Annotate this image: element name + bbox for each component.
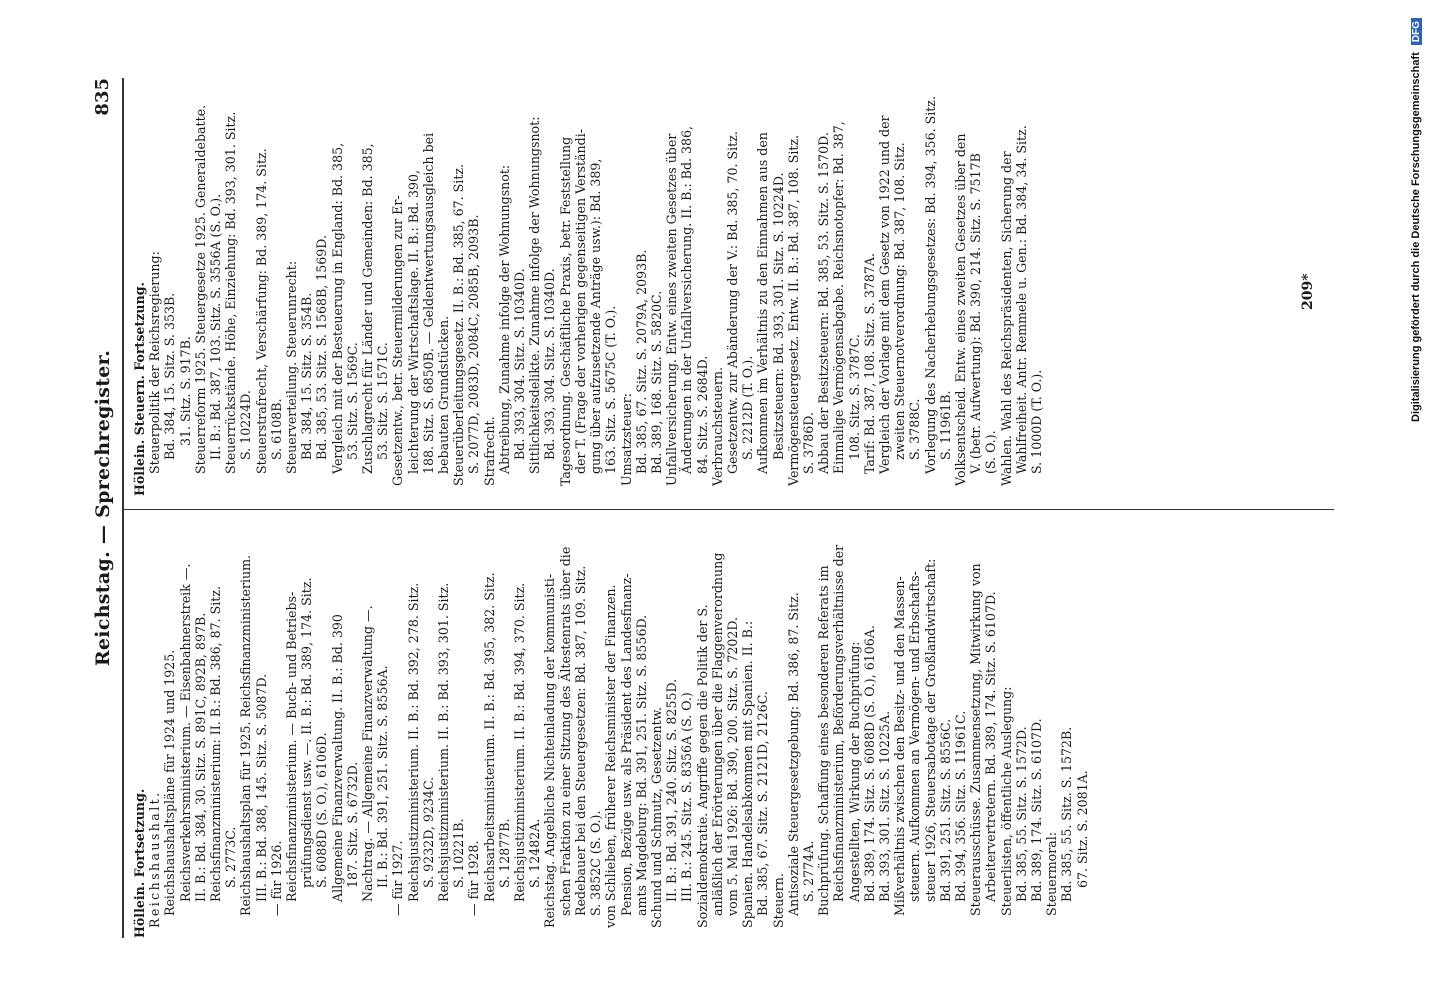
- index-entry-line: Sozialdemokratie. Angriffe gegen die Politik der S.: [694, 604, 710, 928]
- index-entry-line: Reichsfinanzministerium, Beförderungsverhältnisse der: [831, 544, 847, 902]
- index-entry-line: Vorlegung des Nacherhebungsgesetzes: Bd. 394, 356. Sitz.: [922, 96, 938, 474]
- index-entry-line: Bd. 393, 304. Sitz. S. 10340D.: [542, 268, 558, 460]
- index-entry-line: II. B.: Bd. 384, 30. Sitz. S. 891C, 892B, 897B.: [192, 612, 208, 902]
- index-entry-line: II. B.: Bd. 387, 103. Sitz. S. 3556A (S. O.).: [208, 193, 224, 460]
- index-entry-line: Reichsjustizministerium. II. B.: Bd. 393, 301. Sitz.: [436, 582, 452, 902]
- index-entry-line: S. 10221B.: [451, 818, 467, 888]
- index-entry-line: Steuermoral:: [1044, 831, 1060, 916]
- index-entry-line: (S. O.).: [983, 430, 999, 474]
- index-entry-line: S. 6088D (S. O.), 6106D.: [314, 732, 330, 888]
- index-entry-line: S. 12482A.: [527, 818, 543, 888]
- index-entry-line: Nachtrag. — Allgemeine Finanzverwaltung —.: [360, 605, 376, 902]
- index-entry-line: Spanien. Handelsabkommen mit Spanien. II. B.:: [740, 620, 756, 928]
- index-entry-line: Reichsjustizministerium. II. B.: Bd. 392, 278. Sitz.: [405, 582, 421, 902]
- signature-mark: 209*: [1300, 273, 1316, 310]
- index-entry-line: Strafrecht.: [481, 416, 497, 486]
- index-entry-line: Wahlfreiheit. Antr. Remmele u. Gen.: Bd. 384, 34. Sitz.: [1013, 125, 1029, 474]
- index-entry-line: Gesetzentw. zur Abänderung der V.: Bd. 385, 70. Sitz.: [724, 131, 740, 474]
- index-entry-line: Steuerausschüsse. Zusammensetzung, Mitwirkung von: [968, 563, 984, 916]
- index-entry-line: Reichshaushalt.: [147, 790, 163, 928]
- index-entry-line: Tarif: Bd. 387, 108. Sitz. S. 3787A.: [861, 253, 877, 474]
- index-entry-line: V. (betr. Aufwertung): Bd. 390, 214. Sitz. S. 7517B: [968, 153, 984, 474]
- page-header: [92, 78, 118, 938]
- index-entry-line: prüfungsdienst usw. —. II. B.: Bd. 389, 174. Sitz.: [299, 577, 315, 888]
- index-entry-line: Bd. 389, 174. Sitz. S. 6107D.: [1028, 718, 1044, 902]
- index-entry-line: Höllein. Steuern. Fortsetzung.: [132, 282, 147, 496]
- index-entry-line: Reichsarbeitsministerium. II. B.: Bd. 395, 382. Sitz.: [481, 572, 497, 902]
- index-entry-line: Wahlen. Wahl des Reichspräsidenten, Sicherung der: [998, 151, 1014, 486]
- index-entry-line: Steuerreform 1925. Steuergesetze 1925. Generaldebatte.: [192, 104, 208, 474]
- index-entry-line: — für 1927.: [390, 840, 406, 916]
- index-entry-line: Tagesordnung. Geschäftliche Praxis, betr. Feststellung: [557, 136, 573, 486]
- index-entry-line: der T. (Frage der vorherigen gegenseitigen Verständi-: [572, 129, 588, 474]
- index-entry-line: S. 2774A.: [800, 840, 816, 902]
- index-entry-line: Bd. 384, 15. Sitz. S. 353B.: [162, 292, 178, 460]
- index-entry-line: Steuerrückstände. Höhe, Einziehung: Bd. 393, 301. Sitz.: [223, 111, 239, 474]
- index-entry-line: Steuerlisten, öffentliche Auslegung:: [998, 686, 1014, 916]
- index-entry-line: Buchprüfung. Schaffung eines besonderen Referats im: [816, 565, 832, 916]
- index-entry-line: S. 10224D.: [238, 390, 254, 460]
- index-entry-line: III. B.: Bd. 388, 145. Sitz. S. 5087D.: [253, 673, 269, 902]
- index-entry-line: Bd. 391, 251. Sitz. S. 8556C.: [937, 718, 953, 902]
- index-entry-line: gung über aufzusetzende Anträge usw.): Bd. 389,: [588, 158, 604, 474]
- index-entry-line: 53. Sitz. S. 1571C.: [375, 342, 391, 460]
- index-entry-line: 53. Sitz. S. 1569C.: [344, 342, 360, 460]
- index-entry-line: Bd. 385, 67. Sitz. S. 2121D, 2126C.: [755, 691, 771, 916]
- index-entry-line: Reichsfinanzministerium. — Buch- und Betriebs-: [284, 591, 300, 902]
- index-entry-line: Bd. 385, 55. Sitz. S. 1572B.: [1059, 726, 1075, 902]
- index-entry-line: III. B.: 245. Sitz. S. 8356A (S. O.): [679, 692, 695, 902]
- index-entry-line: Unfallversicherung. Entw. eines zweiten Gesetzes über: [664, 133, 680, 486]
- running-title: Reichstag. — Sprechregister.: [92, 349, 114, 667]
- index-entry-line: Antisoziale Steuergesetzgebung: Bd. 386, 87. Sitz.: [785, 592, 801, 916]
- index-entry-line: Reichsfinanzministerium: II. B.: Bd. 386, 87. Sitz.: [208, 586, 224, 902]
- index-entry-line: Änderungen in der Unfallversicherung. II. B.: Bd. 386,: [679, 125, 695, 474]
- index-entry-line: Bd. 384, 15. Sitz. S. 354B.: [299, 292, 315, 460]
- index-entry-line: Bd. 385, 53. Sitz. S. 1568B, 1569D.: [314, 235, 330, 460]
- index-entry-line: S. 1000D (T. O.).: [1028, 369, 1044, 474]
- index-entry-line: 187. Sitz. S. 6732D.: [344, 761, 360, 888]
- index-entry-line: Bd. 394, 356. Sitz. S. 11961C.: [952, 710, 968, 902]
- index-entry-line: Gesetzentw., betr. Steuermilderungen zur Er-: [390, 195, 406, 486]
- index-entry-line: Allgemeine Finanzverwaltung. II. B.: Bd. 390: [329, 614, 345, 902]
- index-entry-line: Abbau der Besitzsteuern: Bd. 385, 53. Sitz. S. 1570D.: [816, 132, 832, 474]
- index-entry-line: Vergleich mit der Besteuerung in England: Bd. 385,: [329, 142, 345, 474]
- left-column: [132, 520, 1090, 938]
- index-entry-line: Reichsjustizministerium. II. B.: Bd. 394, 370. Sitz.: [512, 582, 528, 902]
- index-entry-line: Steuerverteilung. Steuerunrecht:: [284, 260, 300, 474]
- index-entry-line: S. 2212D (T. O.).: [740, 355, 756, 460]
- index-entry-line: Vergleich der Vorlage mit dem Gesetz von 1922 und der: [876, 115, 892, 474]
- index-entry-line: Bd. 385, 67. Sitz. S. 2079A, 2093B.: [633, 249, 649, 474]
- index-entry-line: S. 3852C (S. O.).: [588, 810, 604, 916]
- index-entry-line: Steuern.: [770, 873, 786, 928]
- index-entry-line: Vermögensteuergesetz. Entw. II. B.: Bd. 387, 108. Sitz.: [785, 134, 801, 486]
- index-entry-line: Höllein. Fortsetzung.: [132, 788, 147, 938]
- index-entry-line: Zuschlagrecht für Länder und Gemeinden: Bd. 385,: [360, 143, 376, 474]
- index-entry-line: Bd. 393, 304. Sitz. S. 10340D.: [512, 268, 528, 460]
- index-entry-line: vom 5. Mai 1926: Bd. 390, 200. Sitz. S. 7202D.: [724, 616, 740, 916]
- index-entry-line: Schund und Schmutz, Gesetzentw.: [648, 707, 664, 928]
- index-entry-line: Steuerüberleitungsgesetz. II. B.: Bd. 385, 67. Sitz.: [451, 163, 467, 486]
- index-entry-line: Angestellten, Wirkung der Buchprüfung:: [846, 641, 862, 902]
- index-entry-line: S. 6108B.: [268, 398, 284, 460]
- index-entry-line: Besitzsteuern: Bd. 393, 301. Sitz. S. 10224D.: [770, 172, 786, 460]
- index-entry-line: — für 1928.: [466, 840, 482, 916]
- index-entry-line: Redebauer bei den Steuergesetzen: Bd. 387, 109. Sitz.: [572, 565, 588, 916]
- digitization-credit: [1408, 0, 1434, 1000]
- index-entry-line: bebauten Grundstücken.: [436, 315, 452, 474]
- index-entry-line: Bd. 385, 55. Sitz. S. 1572D.: [1013, 726, 1029, 902]
- index-entry-line: Reichshaushaltspläne für 1924 und 1925.: [162, 649, 178, 916]
- index-entry-line: Mißverhältnis zwischen den Besitz- und den Massen-: [892, 576, 908, 916]
- index-entry-line: S. 3786D.: [800, 412, 816, 474]
- index-entry-line: S. 3788C.: [907, 398, 923, 460]
- header-rule: [122, 78, 124, 938]
- page-number: 835: [92, 78, 113, 116]
- index-entry-line: Einmalige Vermögensabgabe. Reichsnotopfer: Bd. 387,: [831, 121, 847, 474]
- index-entry-line: leichterung der Wirtschaftslage. II. B.: Bd. 390,: [405, 169, 421, 474]
- index-entry-line: Reichshaushaltsplan für 1925. Reichsfinanzministerium.: [238, 554, 254, 916]
- index-entry-line: 188. Sitz. S. 6850B. — Geldentwertungsausgleich bei: [420, 132, 436, 474]
- index-entry-line: 84. Sitz. S. 2684D.: [694, 355, 710, 474]
- index-entry-line: II. B.: Bd. 391, 251. Sitz. S. 8556A.: [375, 665, 391, 888]
- index-entry-line: Umsatzsteuer:: [618, 392, 634, 486]
- index-entry-line: Verbrauchsteuern.: [709, 367, 725, 486]
- index-entry-line: Steuerstrafrecht, Verschärfung: Bd. 389, 174. Sitz.: [253, 148, 269, 474]
- index-entry-line: 163. Sitz. S. 5675C (T. O.).: [603, 305, 619, 474]
- index-entry-line: Bd. 389, 174. Sitz. S. 6088D (S. O.), 6106A.: [861, 625, 877, 902]
- index-entry-line: 108. Sitz. S. 3787C.: [846, 334, 862, 460]
- index-entry-line: amts Magdeburg: Bd. 391, 251. Sitz. S. 8556D.: [633, 614, 649, 916]
- index-entry-line: steuer 1926, Steuersabotage der Großlandwirtschaft:: [922, 558, 938, 902]
- index-entry-line: Abtreibung, Zunahme infolge der Wohnungsnot:: [496, 164, 512, 474]
- index-entry-line: S. 2773C.: [223, 826, 239, 888]
- index-entry-line: anläßlich der Erörterungen über die Flaggenverordnung: [709, 552, 725, 916]
- credit-line: [1410, 8, 1432, 1008]
- index-entry-line: Bd. 389, 168. Sitz. S. 5820C.: [648, 290, 664, 474]
- index-entry-line: — für 1926.: [268, 840, 284, 916]
- index-entry-line: zweiten Steuernotverordnung: Bd. 387, 108. Sitz.: [892, 142, 908, 460]
- index-entry-line: Volksentscheid. Entw. eines zweiten Gesetzes über den: [952, 133, 968, 486]
- index-entry-line: Pension, Bezüge usw. als Präsident des Landesfinanz-: [618, 573, 634, 916]
- credit-text: Digitalisierung gefördert durch die Deutsche Forschungsgemeinschaft: [1410, 52, 1422, 422]
- index-entry-line: steuern. Aufkommen an Vermögen- und Erbschafts-: [907, 571, 923, 902]
- column-divider: [124, 509, 1334, 510]
- index-entry-line: Reichsverkehrsministerium. — Eisenbahnerstreik —.: [177, 563, 193, 902]
- index-entry-line: Arbeitervertretern. Bd. 389, 174. Sitz. S. 6107D.: [983, 591, 999, 902]
- dfg-logo-badge: DFG: [1411, 18, 1422, 45]
- index-entry-line: 31. Sitz. S. 917B.: [177, 336, 193, 446]
- index-entry-line: schen Fraktion zu einer Sitzung des Ältestenrats über die: [557, 546, 573, 916]
- index-entry-line: S. 11961B.: [937, 390, 953, 460]
- index-entry-line: Aufkommen im Verhältnis zu den Einnahmen aus den: [755, 132, 771, 474]
- index-entry-line: Sittlichkeitsdelikte. Zunahme infolge der Wohnungsnot:: [527, 116, 543, 474]
- index-entry-line: von Schlieben, früherer Reichsminister der Finanzen.: [603, 584, 619, 928]
- index-entry-line: Bd. 393, 301. Sitz. S. 10225A.: [876, 710, 892, 902]
- index-entry-line: S. 2077D, 2083D, 2084C, 2085B, 2093B.: [466, 214, 482, 474]
- index-entry-line: 67. Sitz. S. 2081A.: [1074, 770, 1090, 888]
- index-entry-line: Reichstag. Angebliche Nichteinladung der kommunisti-: [542, 573, 558, 928]
- index-entry-line: II. B.: Bd. 391, 240. Sitz. S. 8255D.: [664, 678, 680, 902]
- right-column: [132, 78, 1044, 496]
- index-entry-line: S. 12877B.: [496, 818, 512, 888]
- index-entry-line: Steuerpolitik der Reichsregierung:: [147, 251, 163, 474]
- index-entry-line: S. 9232D, 9234C.: [420, 776, 436, 888]
